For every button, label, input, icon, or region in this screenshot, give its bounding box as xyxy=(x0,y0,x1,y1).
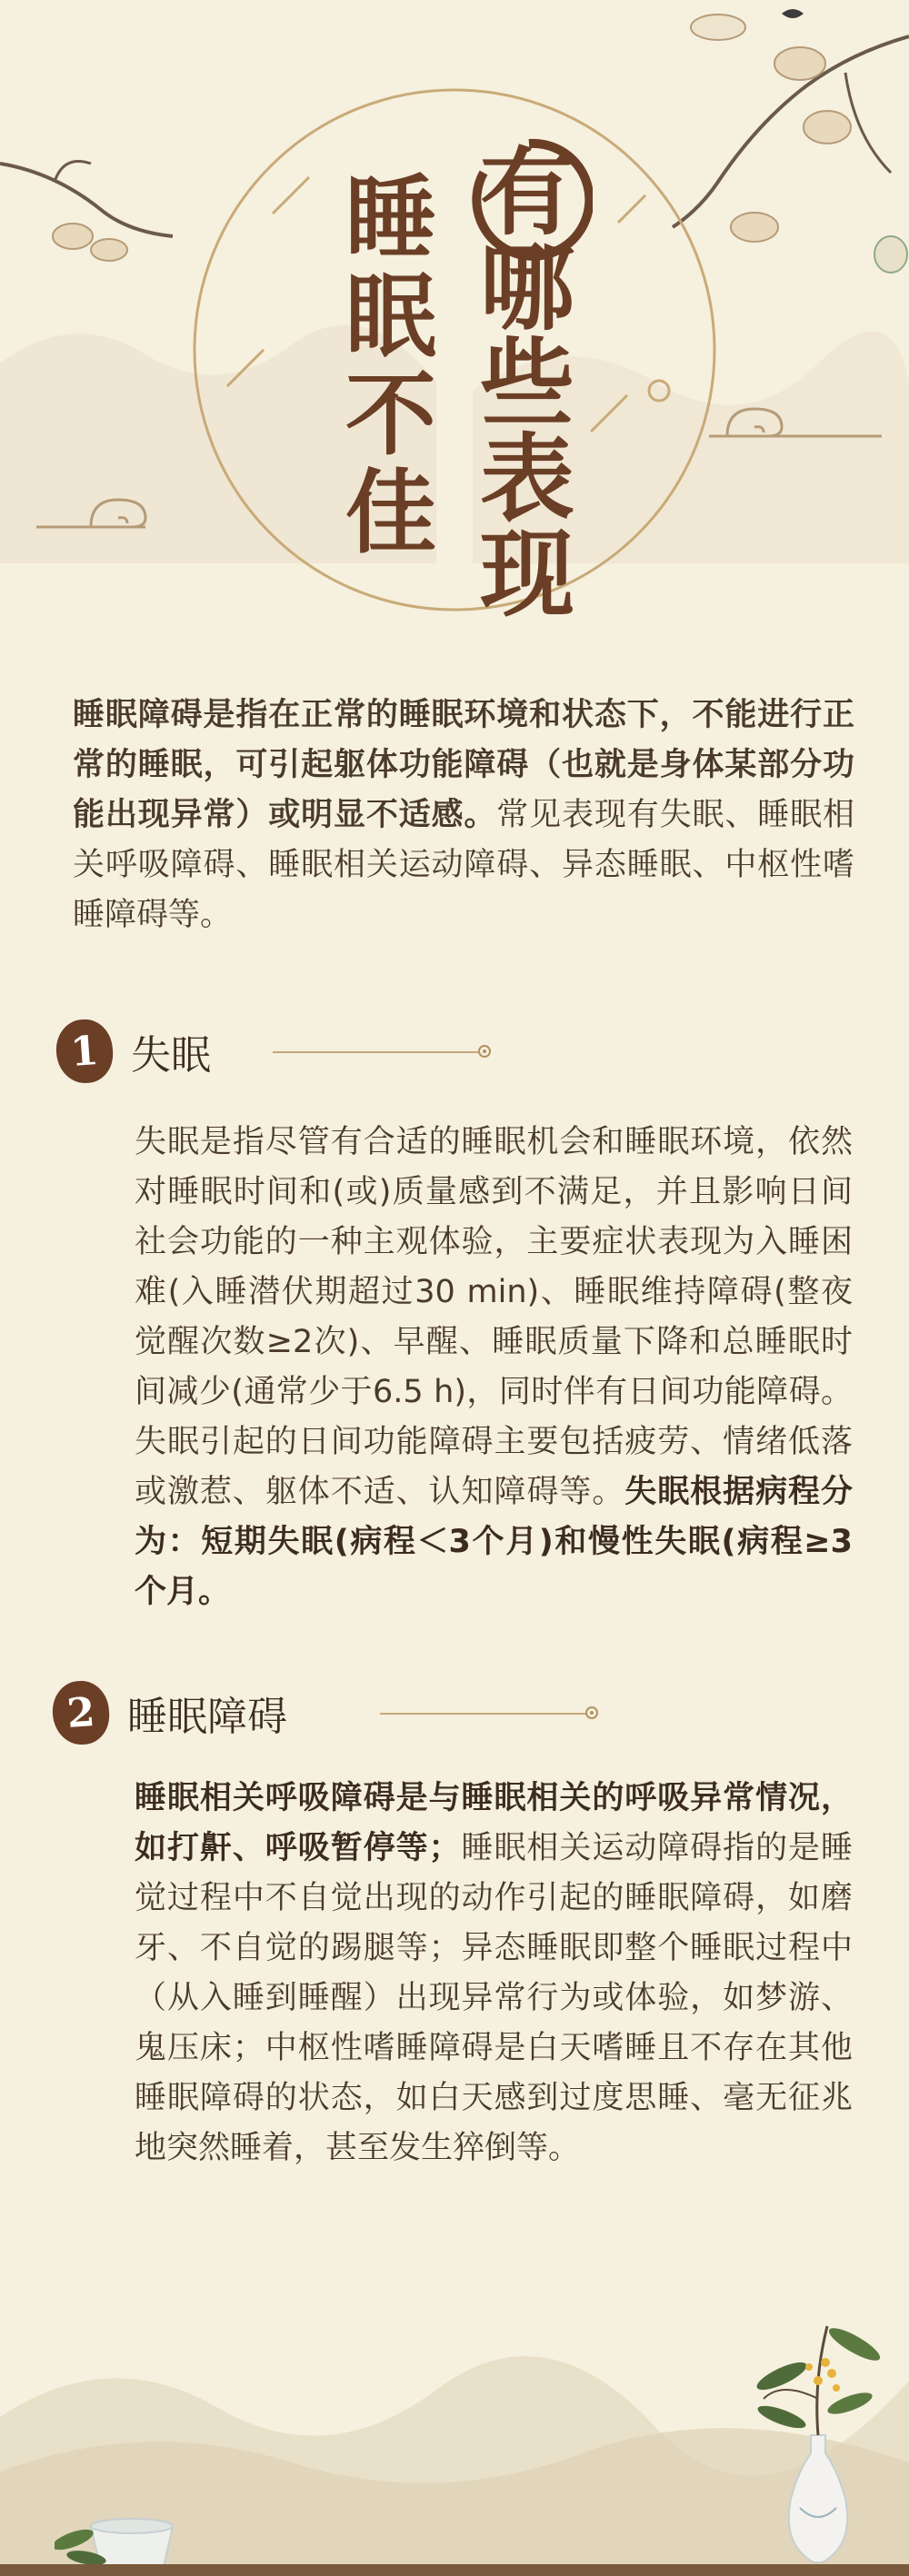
bottom-bar xyxy=(0,2564,909,2576)
title-right-column xyxy=(473,136,582,630)
teacup-decoration xyxy=(55,2490,200,2571)
section-number-badge: 1 xyxy=(55,1018,115,1085)
intro-paragraph xyxy=(73,691,854,940)
title-char: 佳 xyxy=(345,459,436,566)
section-2-bold-text: 睡眠相关呼吸障碍是与睡眠相关的呼吸异常情况，如打鼾、呼吸暂停等； xyxy=(135,1780,853,1866)
branch-left-decoration xyxy=(0,145,182,273)
section-title: 失眠 xyxy=(131,1032,211,1079)
title-char: 不 xyxy=(345,361,436,468)
section-2-header xyxy=(53,1681,287,1745)
section-title: 睡眠障碍 xyxy=(127,1694,287,1740)
section-1-divider xyxy=(273,1051,482,1053)
title-char: 眠 xyxy=(345,263,436,370)
section-number-badge: 2 xyxy=(51,1679,112,1746)
title-char: 哪 xyxy=(479,232,574,343)
intro-bold-text: 睡眠障碍是指在正常的睡眠环境和状态下，不能进行正常的睡眠，可引起躯体功能障碍（也就是身体某部分功能出现异常）或明显不适感。 xyxy=(73,697,854,833)
section-1-body xyxy=(135,1118,853,1617)
section-2-normal-text: 睡眠相关运动障碍指的是睡觉过程中不自觉出现的动作引起的睡眠障碍，如磨牙、不自觉的踢腿等；异态睡眠即整个睡眠过程中（从入睡到睡醒）出现异常行为或体验，如梦游、鬼压床；中枢性嗜睡障碍是白天嗜睡且不存在其他睡眠障碍的状态，如白天感到过度思睡、毫无征兆地突然睡着，甚至发生猝倒等。 xyxy=(135,1830,853,2166)
cloud-swirl-left xyxy=(36,482,182,536)
cloud-swirl-right xyxy=(709,391,882,445)
title-char: 现 xyxy=(479,518,574,630)
title-char: 有 xyxy=(479,136,574,248)
section-1-bold-text: 失眠根据病程分为：短期失眠(病程＜3个月)和慢性失眠(病程≥3个月。 xyxy=(135,1474,853,1610)
section-2-body xyxy=(135,1774,853,2173)
title-circle-frame xyxy=(191,86,718,613)
title-char: 睡 xyxy=(345,164,436,272)
section-1-header xyxy=(56,1019,211,1083)
section-2-divider xyxy=(380,1713,589,1715)
title-char: 些 xyxy=(479,327,574,439)
title-char: 表 xyxy=(479,423,574,534)
title-left-column xyxy=(341,164,441,566)
osmanthus-vase-decoration xyxy=(727,2290,909,2571)
section-1-normal-text: 失眠是指尽管有合适的睡眠机会和睡眠环境，依然对睡眠时间和(或)质量感到不满足，并且影响日间社会功能的一种主观体验，主要症状表现为入睡困难(入睡潜伏期超过30 min)、睡眠维持障碍(整夜觉醒次数≥2次)、早醒、睡眠质量下降和总睡眠时间减少(通常少于6.5 h)，同时伴有日间功能障碍。失眠引起的日间功能障碍主要包括疲劳、情绪低落或激惹、躯体不适、认知障碍等。 xyxy=(135,1124,853,1510)
section-1-divider-dot xyxy=(478,1045,491,1058)
section-2-divider-dot xyxy=(585,1706,598,1719)
intro-normal-text: 常见表现有失眠、睡眠相关呼吸障碍、睡眠相关运动障碍、异态睡眠、中枢性嗜睡障碍等。 xyxy=(73,797,854,933)
